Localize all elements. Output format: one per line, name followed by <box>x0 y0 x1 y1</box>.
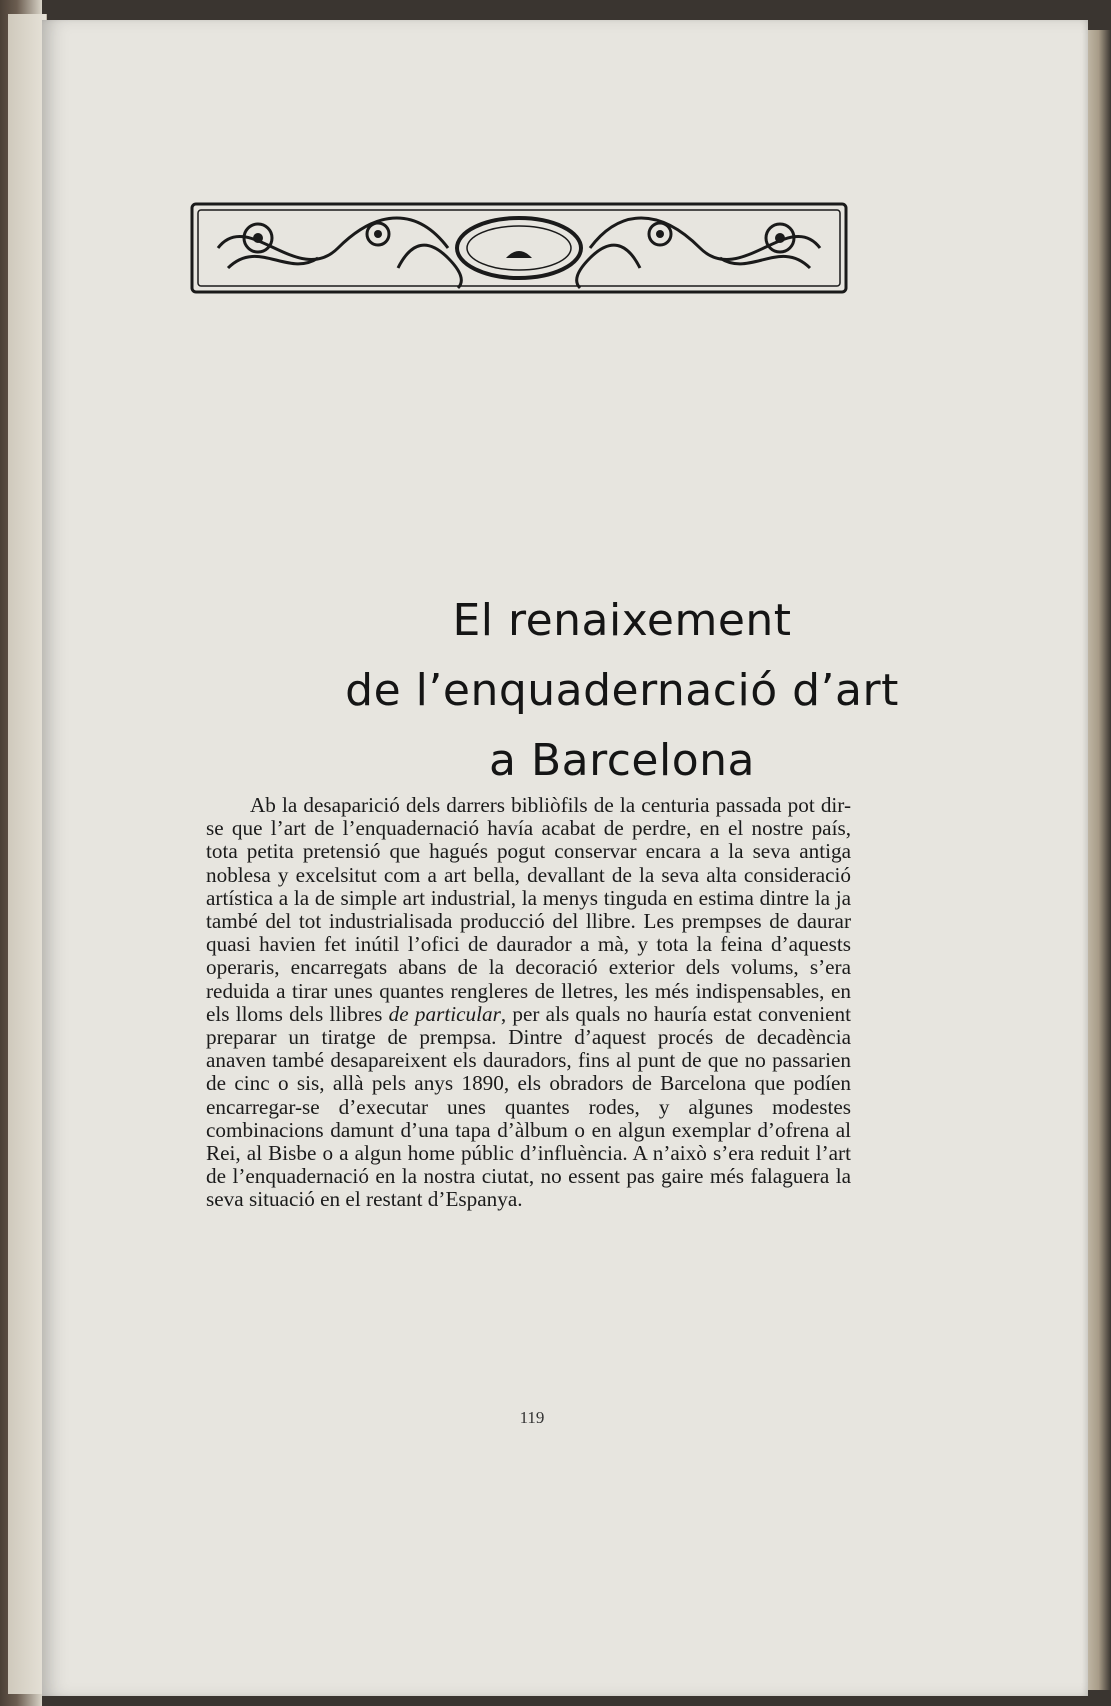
italic-phrase: de particular <box>388 1001 501 1026</box>
page-number: 119 <box>519 1408 545 1427</box>
title-line-2: de l’enquadernació d’art <box>345 665 899 716</box>
title-line-3: a Barcelona <box>489 735 755 786</box>
book-page <box>42 20 1088 1696</box>
body-text-part-2: , per als quals no hauría estat convenient preparar un tiratge de prempsa. Dintre d’aquest procés de decadència anaven també desapareixent els dauradors, fins al punt de que no passarien de cinc o sis, allà pels anys 1890, els obradors de Barcelona que podíen encarregar-se d’executar unes quantes rodes, y algunes modestes combinacions damunt d’una tapa d’àlbum o en algun exemplar d’ofrena al Rei, al Bisbe o a algun home públic d’influència. A n’això s’era reduit l’art de l’enquadernació en la nostra ciutat, no essent pas gaire més falaguera la seva situació en el restant d’Espanya. <box>206 1001 852 1212</box>
chapter-title <box>242 586 1002 796</box>
body-text-part-1: Ab la desaparició dels darrers bibliòfils de la centuria passada pot dir-se que l’art de l’enquadernació havía acabat de perdre, en el nostre país, tota petita pretensió que hagués pogut conservar encara a la seva antiga noblesa y excelsitut com a art bella, devallant de la seva alta consideració artística a la de simple art industrial, la menys tinguda en estima dintre la ja també del tot industrialisada producció del llibre. Les prempses de daurar quasi havien fet inútil l’ofici de daurador a mà, y tota la feina d’aquests operaris, encarregats abans de la decoració exterior dels volums, s’era reduida a tirar unes quantes rengleres de lletres, les més indispensables, en els lloms dels llibres <box>206 793 851 1026</box>
title-line-1: El renaixement <box>452 595 792 646</box>
body-paragraph <box>206 794 851 1212</box>
decorative-headpiece-icon <box>188 198 850 298</box>
